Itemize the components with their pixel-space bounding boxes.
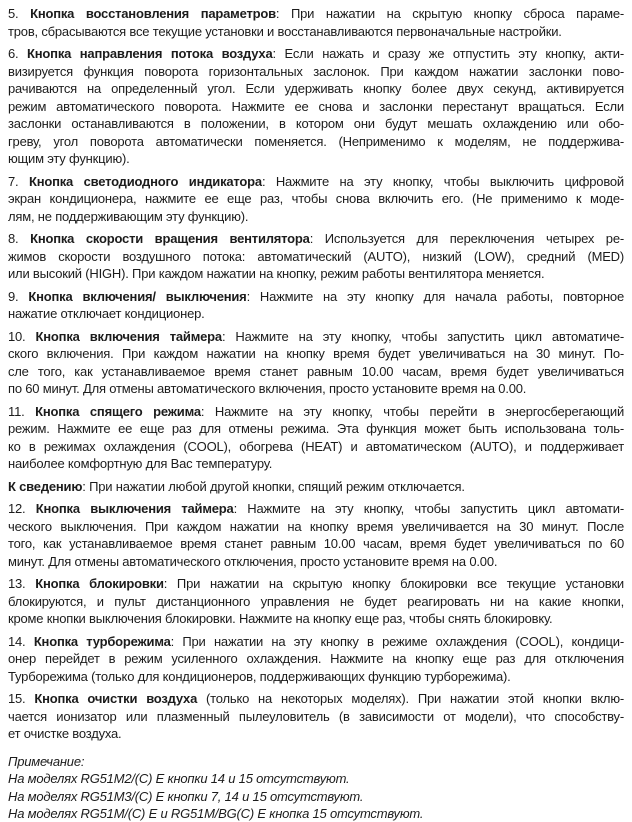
- button-name: Кнопка скорости вращения вентилятора: [30, 231, 310, 246]
- text-line: греву, угол поворота автоматически поменяется. (Неприменимо к моделям, не поддержива-: [8, 133, 624, 149]
- text-line: [8, 328, 624, 346]
- text-line: [8, 230, 624, 248]
- button-name: Кнопка спящего режима: [35, 403, 201, 419]
- text-line: ющим эту функцию).: [8, 151, 130, 166]
- instruction-paragraph: [8, 575, 624, 628]
- instruction-paragraph: [8, 328, 624, 398]
- instruction-paragraph: [8, 478, 624, 496]
- instructions-list: [8, 5, 624, 743]
- item-number: 15.: [8, 691, 35, 706]
- text-line: ко в режимах охлаждения (COOL), обогрева (HEAT) и автоматическом (AUTO), и поддерживает: [8, 438, 624, 454]
- item-number: 9.: [8, 288, 29, 304]
- text-line: [8, 288, 624, 306]
- instruction-paragraph: [8, 500, 624, 570]
- item-number: 7.: [8, 173, 29, 189]
- text-line: ет очистке воздуха.: [8, 726, 122, 741]
- line-text: : При нажатии на скрытую кнопку блокировки все текущие установки: [163, 576, 624, 591]
- text-line: [8, 690, 624, 708]
- button-name: Кнопка направления потока воздуха: [27, 46, 273, 61]
- text-line: блокируются, и пульт дистанционного управления не будет реагировать ни на какие кнопки,: [8, 593, 624, 609]
- text-line: [8, 575, 624, 593]
- item-number: 14.: [8, 633, 34, 649]
- note-title: Примечание:: [8, 753, 85, 769]
- item-number: 6.: [8, 46, 28, 61]
- text-line: жимов скорости воздушного потока: автоматический (AUTO), низкий (LOW), средний (MED): [8, 248, 624, 264]
- button-name: Кнопка включения/ выключения: [28, 288, 247, 304]
- text-line: чается ионизатор или плазменный пылеуловитель (в зависимости от модели), что способству-: [8, 708, 624, 724]
- item-number: 8.: [8, 231, 31, 246]
- button-name: Кнопка турборежима: [33, 633, 171, 649]
- text-line: или высокий (HIGH). При каждом нажатии на кнопку, режим работы вентилятора меняется.: [8, 266, 545, 281]
- item-number: 11.: [8, 403, 36, 419]
- line-text: : Нажмите на эту кнопку, чтобы перейти в энергосберегающий: [200, 403, 624, 419]
- instruction-paragraph: [8, 230, 624, 283]
- instruction-paragraph: [8, 633, 624, 686]
- text-line: Турборежима (только для кондиционеров, поддерживающих функцию турборежима).: [8, 668, 511, 684]
- text-line: сле того, как устанавливаемое время станет равным 10.00 часам, время будет увеличиваться: [8, 363, 624, 379]
- line-text: : При нажатии на скрытую кнопку сброса параме-: [275, 6, 624, 21]
- button-name: Кнопка включения таймера: [35, 328, 222, 344]
- line-text: : Нажмите на эту кнопку, чтобы запустить цикл автомати-: [233, 501, 624, 516]
- item-number: 5.: [8, 6, 31, 21]
- line-text: : При нажатии любой другой кнопки, спящий режим отключается.: [82, 478, 465, 494]
- line-text: : Нажмите на эту кнопку, чтобы запустить цикл автоматиче-: [221, 328, 625, 344]
- instruction-paragraph: [8, 173, 624, 226]
- text-line: [8, 5, 624, 23]
- models-note-lines: [8, 770, 624, 822]
- text-line: наиболее комфортную для Вас температуру.: [8, 456, 273, 471]
- text-line: режим автоматического поворота. Нажмите ее снова и заслонки перестанут вращаться. Если: [8, 98, 624, 114]
- line-text: : Нажмите на эту кнопку для начала работы, повторное: [246, 288, 624, 304]
- instruction-paragraph: [8, 288, 624, 323]
- item-number: 12.: [8, 501, 36, 516]
- note-line: На моделях RG51M2/(C) E кнопки 14 и 15 отсутствуют.: [8, 771, 350, 786]
- line-text: : Если нажать и сразу же отпустить эту кнопку, акти-: [272, 46, 624, 61]
- item-number: 10.: [8, 328, 36, 344]
- text-line: ческого выключения. При каждом нажатии на кнопку время увеличивается на 30 минут. После: [8, 518, 624, 534]
- models-note: [8, 753, 624, 822]
- instruction-paragraph: [8, 45, 624, 168]
- line-text: : Используется для переключения четырех ре-: [309, 231, 624, 246]
- text-line: режим. Нажмите ее еще раз для отмены режима. Эта функция может быть использована толь-: [8, 421, 624, 436]
- text-line: [8, 45, 624, 63]
- line-text: : При нажатии на эту кнопку в режиме охлаждения (COOL), кондици-: [170, 633, 624, 649]
- item-number: 13.: [8, 576, 36, 591]
- instruction-paragraph: [8, 690, 624, 743]
- text-line: по 60 минут. Для отмены автоматического включения, просто установите время на 0.00.: [8, 381, 527, 396]
- button-name: Кнопка очистки воздуха: [34, 691, 198, 706]
- line-text: : Нажмите на эту кнопку, чтобы выключить цифровой: [261, 173, 624, 189]
- text-line: ского включения. При каждом нажатии на кнопку время будет увеличиваться на 30 минут. По-: [8, 346, 624, 361]
- text-line: рачиваются на определенный угол. Если удерживать кнопку более двух секунд, активируется: [8, 81, 624, 96]
- instruction-paragraph: [8, 5, 624, 40]
- text-line: [8, 633, 624, 651]
- button-name: Кнопка блокировки: [35, 576, 164, 591]
- text-line: лям, не поддерживающим эту функцию).: [8, 208, 249, 224]
- text-line: визируется функция поворота горизонтальных заслонок. При каждом нажатии заслонки пово-: [8, 63, 624, 79]
- text-line: нажатие отключает кондиционер.: [8, 306, 205, 321]
- button-name: Кнопка выключения таймера: [35, 501, 234, 516]
- text-line: заслонки останавливаются в положении, в котором они будут мешать охлаждению или обо-: [8, 116, 624, 131]
- text-line: того, как устанавливаемое время станет равным 10.00 часам, время будет увеличиваться по 60: [8, 536, 624, 551]
- text-line: [8, 173, 624, 191]
- note-line: На моделях RG51M/(C) E и RG51M/BG(C) E кнопка 15 отсутствуют.: [8, 806, 424, 821]
- text-line: [8, 478, 624, 496]
- text-line: онер перейдет в режим усиленного охлаждения. Нажмите на кнопку еще раз для отключения: [8, 651, 624, 666]
- text-line: минут. Для отмены автоматического отключения, просто установите время на 0.00.: [8, 553, 498, 569]
- text-line: [8, 403, 624, 421]
- line-text: (только на некоторых моделях). При нажатии этой кнопки вклю-: [197, 691, 624, 706]
- text-line: тров, сбрасываются все текущие установки и восстанавливаются первоначальные настройки.: [8, 23, 562, 39]
- text-line: [8, 500, 624, 518]
- button-name: К сведению: [8, 478, 83, 494]
- text-line: кроме кнопки выключения блокировки. Нажмите на кнопку еще раз, чтобы снять блокировку.: [8, 611, 553, 626]
- instruction-paragraph: [8, 403, 624, 473]
- note-line: На моделях RG51M3/(C) E кнопки 7, 14 и 15 отсутствуют.: [8, 788, 364, 804]
- button-name: Кнопка восстановления параметров: [30, 6, 276, 21]
- button-name: Кнопка светодиодного индикатора: [28, 173, 262, 189]
- text-line: экран кондиционера, нажмите ее еще раз, чтобы снова включить его. (Не применимо к моде-: [8, 191, 624, 206]
